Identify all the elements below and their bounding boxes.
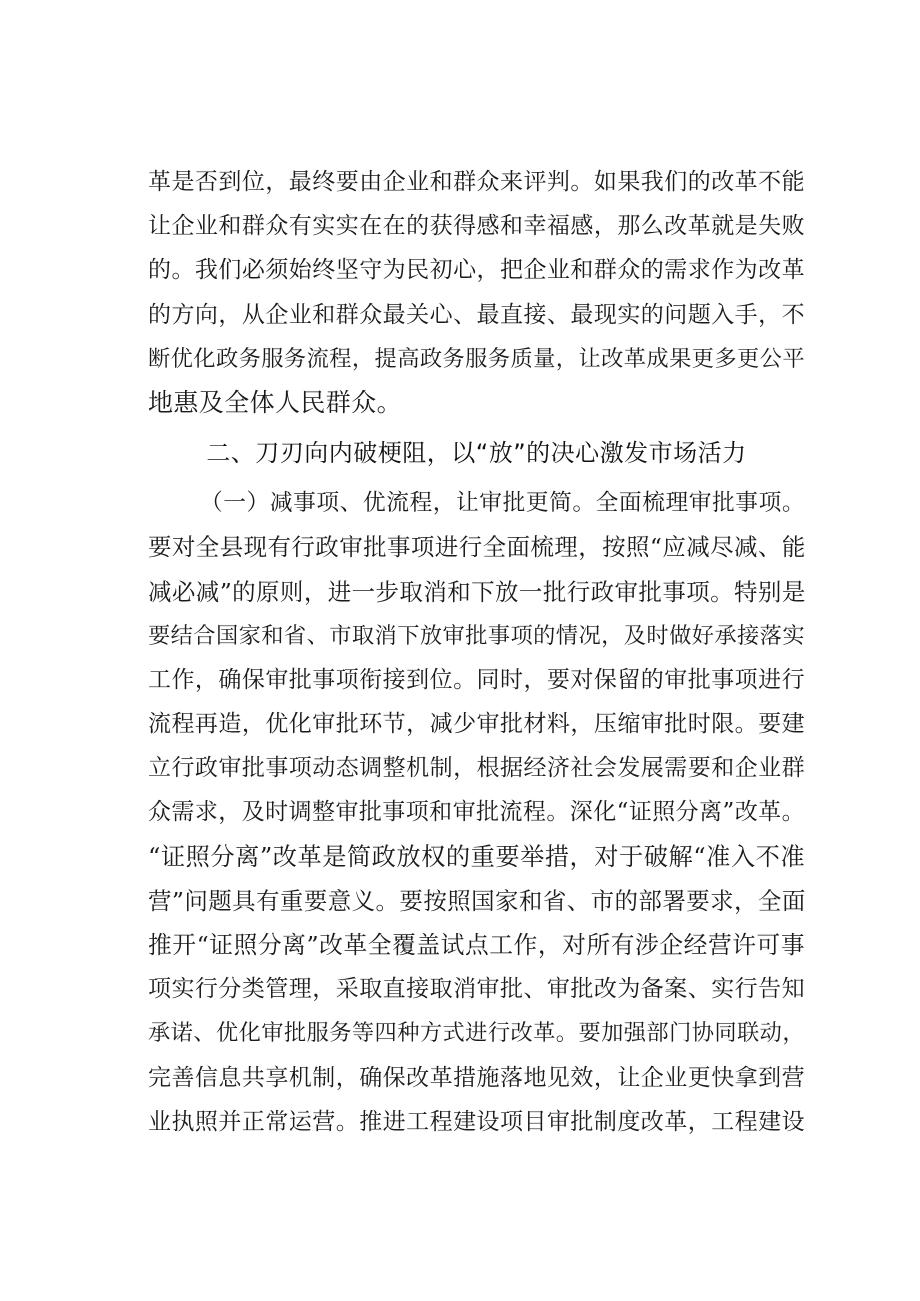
paragraph-line: 让企业和群众有实实在在的获得感和幸福感，那么改革就是失败 [148, 213, 805, 240]
paragraph-line: 承诺、优化审批服务等四种方式进行改革。要加强部门协同联动， [148, 1020, 805, 1047]
paragraph-line: 要结合国家和省、市取消下放审批事项的情况，及时做好承接落实 [148, 622, 805, 649]
paragraph-line: 流程再造，优化审批环节，减少审批材料，压缩审批时限。要建 [148, 711, 805, 738]
paragraph-line: 业执照并正常运营。推进工程建设项目审批制度改革，工程建设 [148, 1108, 805, 1135]
paragraph-simplify-approval [148, 481, 805, 1144]
paragraph-line: 革是否到位，最终要由企业和群众来评判。如果我们的改革不能 [148, 169, 805, 195]
paragraph-line: 众需求，及时调整审批事项和审批流程。深化“证照分离”改革。 [148, 799, 805, 826]
paragraph-line: 断优化政务服务流程，提高政务服务质量，让改革成果更多更公平 [148, 345, 805, 372]
paragraph-line: 推开“证照分离”改革全覆盖试点工作，对所有涉企经营许可事 [148, 931, 805, 959]
document-body [148, 160, 805, 1144]
paragraph-line: 立行政审批事项动态调整机制，根据经济社会发展需要和企业群 [148, 755, 805, 782]
section-heading: 二、刀刃向内破梗阻，以“放”的决心激发市场活力 [206, 439, 747, 468]
paragraph-line: 工作，确保审批事项衔接到位。同时，要对保留的审批事项进行 [148, 666, 805, 693]
paragraph-line: 的方向，从企业和群众最关心、最直接、最现实的问题入手，不 [148, 301, 805, 328]
paragraph-line: 完善信息共享机制，确保改革措施落地见效，让企业更快拿到营 [148, 1064, 805, 1091]
paragraph-line: 营”问题具有重要意义。要按照国家和省、市的部署要求，全面 [148, 886, 806, 915]
paragraph-line: “证照分离”改革是简政放权的重要举措，对于破解“准入不准 [148, 841, 805, 871]
paragraph-line: （一）减事项、优流程，让审批更简。全面梳理审批事项。 [200, 490, 805, 517]
paragraph-line: 减必减”的原则，进一步取消和下放一批行政审批事项。特别是 [148, 577, 806, 606]
paragraph-line: 的。我们必须始终坚守为民初心，把企业和群众的需求作为改革 [148, 257, 805, 284]
paragraph-line: 要对全县现有行政审批事项进行全面梳理，按照“应减尽减、能 [148, 533, 806, 562]
paragraph-line: 项实行分类管理，采取直接取消审批、审批改为备案、实行告知 [148, 976, 805, 1003]
paragraph-line: 地惠及全体人民群众。 [148, 387, 403, 417]
paragraph-public-evaluation [148, 160, 805, 425]
